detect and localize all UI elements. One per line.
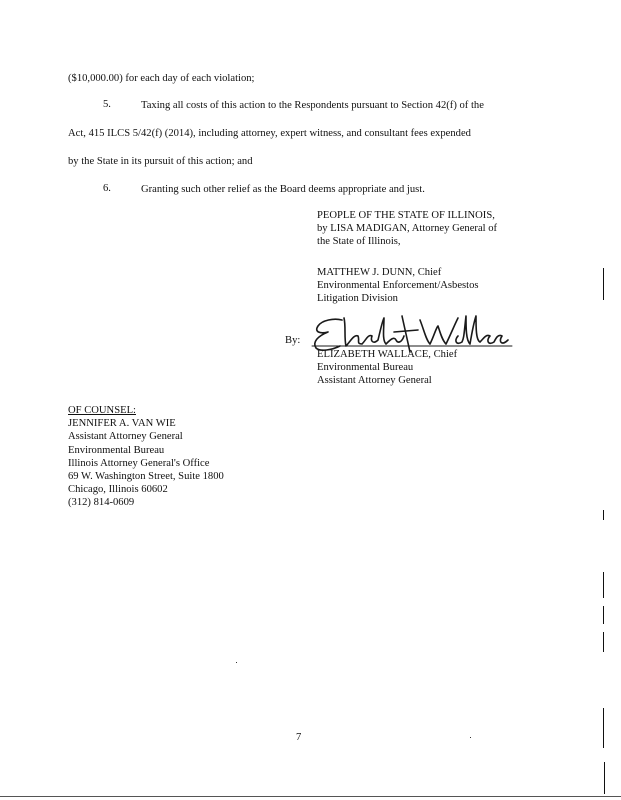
- item-5-line-2: Act, 415 ILCS 5/42(f) (2014), including attorney, expert witness, and consultant fees expended: [68, 128, 471, 139]
- scan-mark: [603, 632, 604, 652]
- item-5-line-1: Taxing all costs of this action to the Respondents pursuant to Section 42(f) of the: [141, 100, 484, 111]
- scan-mark: [603, 606, 604, 624]
- counsel-line: Assistant Attorney General: [68, 431, 183, 443]
- counsel-line: (312) 814-0609: [68, 497, 135, 509]
- counsel-line: JENNIFER A. VAN WIE: [68, 418, 176, 430]
- scan-mark: [604, 762, 605, 794]
- item-6-text: Granting such other relief as the Board deems appropriate and just.: [141, 184, 425, 195]
- plaintiff-line-3: the State of Illinois,: [317, 236, 401, 248]
- by-label: By:: [285, 335, 301, 346]
- counsel-heading: OF COUNSEL:: [68, 405, 136, 416]
- chief-block: [317, 266, 479, 306]
- counsel-line: Chicago, Illinois 60602: [68, 484, 168, 496]
- scan-bottom-line: [0, 796, 621, 797]
- scan-dot: [236, 662, 237, 663]
- scan-mark: [603, 708, 604, 748]
- page-number: 7: [296, 732, 302, 743]
- counsel-line: Illinois Attorney General's Office: [68, 457, 210, 469]
- signatory-block: [317, 348, 457, 388]
- continuation-line: ($10,000.00) for each day of each violation;: [68, 73, 255, 84]
- counsel-block: [68, 404, 224, 510]
- scan-mark: [603, 572, 604, 598]
- plaintiff-block: [317, 209, 497, 249]
- chief-line-3: Litigation Division: [317, 293, 398, 305]
- signatory-name: ELIZABETH WALLACE, Chief: [317, 349, 458, 360]
- chief-line-2: Environmental Enforcement/Asbestos: [317, 280, 479, 292]
- counsel-line: Environmental Bureau: [68, 444, 165, 456]
- item-5-number: 5.: [103, 99, 111, 110]
- counsel-line: 69 W. Washington Street, Suite 1800: [68, 471, 224, 483]
- signatory-line-3: Assistant Attorney General: [317, 375, 432, 387]
- item-5-line-3: by the State in its pursuit of this action; and: [68, 156, 253, 167]
- signatory-line-2: Environmental Bureau: [317, 362, 414, 374]
- plaintiff-line-1: PEOPLE OF THE STATE OF ILLINOIS,: [317, 210, 495, 221]
- chief-line-1: MATTHEW J. DUNN, Chief: [317, 267, 442, 278]
- item-6-number: 6.: [103, 183, 111, 194]
- scan-mark: [603, 510, 604, 520]
- scan-mark: [603, 268, 604, 300]
- plaintiff-line-2: by LISA MADIGAN, Attorney General of: [317, 223, 498, 235]
- scan-dot: [470, 737, 471, 738]
